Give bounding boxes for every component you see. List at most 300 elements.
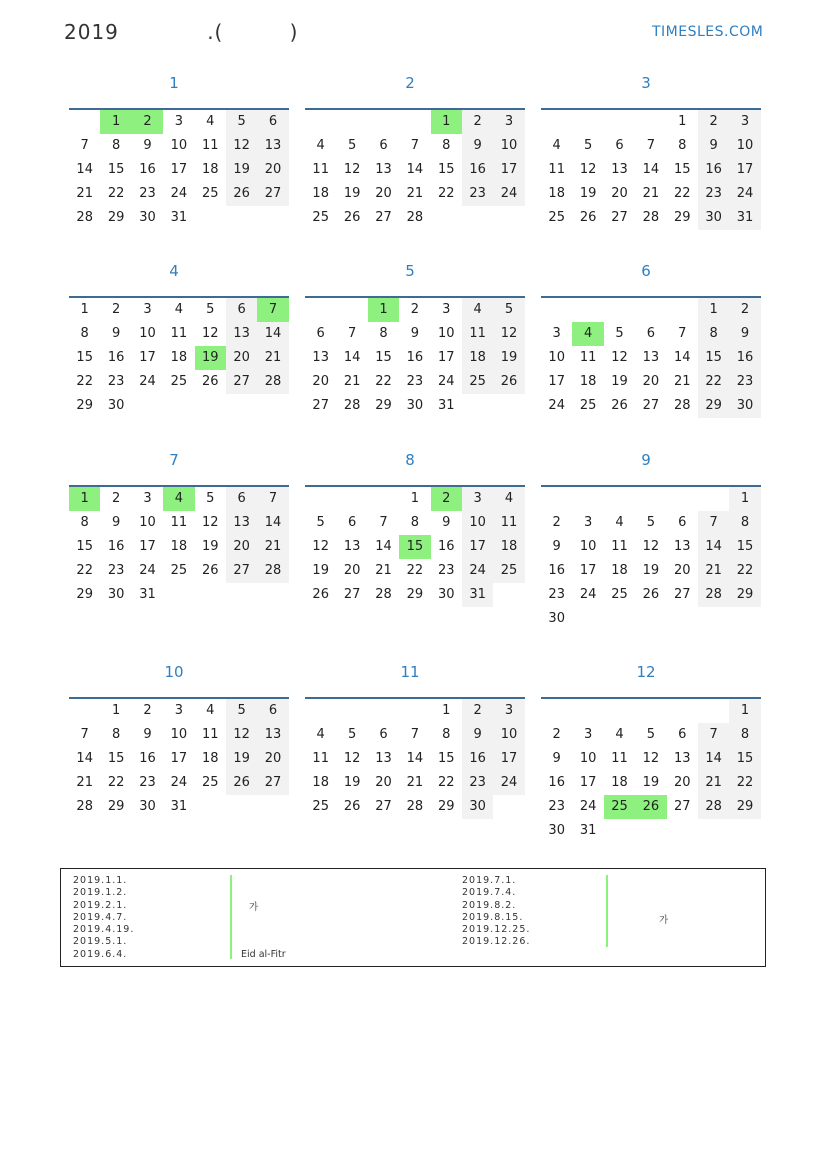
day-cell[interactable]: 8 (80, 326, 89, 341)
day-cell[interactable]: 9 (462, 134, 493, 158)
day-cell[interactable]: 8 (410, 515, 419, 530)
day-cell[interactable]: 10 (437, 326, 455, 341)
day-cell[interactable]: 3 (174, 703, 183, 718)
day-cell[interactable]: 16 (437, 539, 455, 554)
day-cell[interactable]: 22 (437, 775, 455, 790)
day-cell[interactable]: 17 (493, 158, 524, 182)
day-cell[interactable]: 2 (143, 703, 152, 718)
day-cell[interactable]: 6 (678, 727, 687, 742)
day-cell[interactable]: 16 (548, 563, 565, 578)
day-cell[interactable]: 30 (548, 611, 565, 626)
day-cell[interactable]: 4 (316, 138, 325, 153)
day-cell[interactable]: 6 (646, 326, 655, 341)
day-cell[interactable]: 17 (437, 350, 455, 365)
day-cell[interactable]: 20 (611, 186, 628, 201)
day-cell[interactable]: 2 (552, 515, 561, 530)
day-cell[interactable]: 26 (343, 799, 361, 814)
day-cell[interactable]: 15 (698, 346, 729, 370)
day-cell[interactable]: 28 (698, 795, 729, 819)
day-cell[interactable]: 14 (406, 162, 424, 177)
day-cell[interactable]: 30 (139, 799, 156, 814)
day-cell[interactable]: 4 (163, 487, 194, 511)
day-cell[interactable]: 18 (462, 346, 493, 370)
day-cell[interactable]: 25 (611, 587, 628, 602)
day-cell[interactable]: 24 (170, 186, 188, 201)
day-cell[interactable]: 24 (437, 374, 455, 389)
day-cell[interactable]: 19 (312, 563, 329, 578)
day-cell[interactable]: 8 (111, 727, 121, 742)
day-cell[interactable]: 31 (729, 206, 760, 230)
day-cell[interactable]: 11 (312, 751, 329, 766)
day-cell[interactable]: 21 (257, 346, 288, 370)
day-cell[interactable]: 19 (579, 186, 597, 201)
day-cell[interactable]: 21 (406, 186, 424, 201)
day-cell[interactable]: 7 (347, 326, 357, 341)
day-cell[interactable]: 7 (646, 138, 655, 153)
day-cell[interactable]: 27 (312, 398, 329, 413)
day-cell[interactable]: 18 (312, 186, 329, 201)
day-cell[interactable]: 16 (729, 346, 760, 370)
day-cell[interactable]: 9 (462, 723, 493, 747)
day-cell[interactable]: 3 (493, 110, 524, 134)
day-cell[interactable]: 13 (611, 162, 628, 177)
day-cell[interactable]: 10 (579, 751, 597, 766)
day-cell[interactable]: 28 (406, 799, 424, 814)
day-cell[interactable]: 30 (437, 587, 455, 602)
day-cell[interactable]: 15 (399, 535, 430, 559)
day-cell[interactable]: 22 (729, 559, 760, 583)
day-cell[interactable]: 29 (698, 394, 729, 418)
day-cell[interactable]: 14 (406, 751, 424, 766)
day-cell[interactable]: 17 (170, 162, 188, 177)
day-cell[interactable]: 8 (379, 326, 388, 341)
day-cell[interactable]: 26 (201, 374, 219, 389)
day-cell[interactable]: 25 (201, 775, 219, 790)
day-cell[interactable]: 6 (226, 298, 257, 322)
day-cell[interactable]: 13 (226, 511, 257, 535)
day-cell[interactable]: 11 (170, 515, 188, 530)
day-cell[interactable]: 13 (226, 322, 257, 346)
day-cell[interactable]: 30 (462, 795, 493, 819)
day-cell[interactable]: 20 (257, 747, 288, 771)
day-cell[interactable]: 9 (552, 539, 561, 554)
day-cell[interactable]: 22 (437, 186, 455, 201)
day-cell[interactable]: 22 (729, 771, 760, 795)
day-cell[interactable]: 17 (548, 374, 565, 389)
day-cell[interactable]: 22 (76, 563, 93, 578)
day-cell[interactable]: 2 (552, 727, 561, 742)
day-cell[interactable]: 18 (201, 162, 219, 177)
day-cell[interactable]: 3 (143, 491, 152, 506)
day-cell[interactable]: 24 (579, 587, 597, 602)
day-cell[interactable]: 18 (611, 775, 628, 790)
day-cell[interactable]: 27 (642, 398, 660, 413)
day-cell[interactable]: 19 (201, 539, 219, 554)
day-cell[interactable]: 4 (493, 487, 524, 511)
day-cell[interactable]: 11 (201, 138, 219, 153)
day-cell[interactable]: 4 (615, 727, 624, 742)
day-cell[interactable]: 1 (111, 703, 121, 718)
day-cell[interactable]: 16 (462, 158, 493, 182)
day-cell[interactable]: 26 (312, 587, 329, 602)
day-cell[interactable]: 16 (698, 158, 729, 182)
day-cell[interactable]: 13 (312, 350, 329, 365)
day-cell[interactable]: 25 (548, 210, 565, 225)
day-cell[interactable]: 1 (698, 298, 729, 322)
day-cell[interactable]: 9 (143, 727, 152, 742)
day-cell[interactable]: 8 (442, 727, 451, 742)
day-cell[interactable]: 7 (80, 727, 89, 742)
day-cell[interactable]: 10 (548, 350, 565, 365)
day-cell[interactable]: 28 (76, 799, 93, 814)
day-cell[interactable]: 12 (611, 350, 628, 365)
day-cell[interactable]: 24 (170, 775, 188, 790)
day-cell[interactable]: 5 (646, 727, 655, 742)
day-cell[interactable]: 30 (107, 587, 125, 602)
day-cell[interactable]: 3 (442, 302, 451, 317)
day-cell[interactable]: 24 (493, 182, 524, 206)
day-cell[interactable]: 20 (375, 775, 392, 790)
day-cell[interactable]: 2 (729, 298, 760, 322)
day-cell[interactable]: 13 (375, 751, 392, 766)
day-cell[interactable]: 5 (226, 699, 257, 723)
day-cell[interactable]: 9 (729, 322, 760, 346)
day-cell[interactable]: 17 (139, 350, 156, 365)
day-cell[interactable]: 2 (462, 110, 493, 134)
day-cell[interactable]: 21 (673, 374, 691, 389)
day-cell[interactable]: 3 (729, 110, 760, 134)
day-cell[interactable]: 22 (406, 563, 424, 578)
day-cell[interactable]: 22 (76, 374, 93, 389)
day-cell[interactable]: 26 (493, 370, 524, 394)
day-cell[interactable]: 2 (431, 487, 462, 511)
day-cell[interactable]: 2 (698, 110, 729, 134)
day-cell[interactable]: 24 (579, 799, 597, 814)
day-cell[interactable]: 25 (312, 799, 329, 814)
day-cell[interactable]: 7 (698, 511, 729, 535)
day-cell[interactable]: 21 (343, 374, 361, 389)
day-cell[interactable]: 18 (548, 186, 565, 201)
day-cell[interactable]: 6 (678, 515, 687, 530)
day-cell[interactable]: 5 (493, 298, 524, 322)
day-cell[interactable]: 21 (375, 563, 392, 578)
day-cell[interactable]: 5 (206, 491, 215, 506)
day-cell[interactable]: 28 (642, 210, 660, 225)
day-cell[interactable]: 4 (174, 302, 183, 317)
day-cell[interactable]: 8 (729, 511, 760, 535)
day-cell[interactable]: 14 (698, 747, 729, 771)
day-cell[interactable]: 31 (462, 583, 493, 607)
day-cell[interactable]: 12 (226, 723, 257, 747)
day-cell[interactable]: 16 (548, 775, 565, 790)
day-cell[interactable]: 20 (343, 563, 361, 578)
day-cell[interactable]: 3 (583, 515, 593, 530)
day-cell[interactable]: 12 (343, 162, 361, 177)
day-cell[interactable]: 28 (406, 210, 424, 225)
day-cell[interactable]: 9 (552, 751, 561, 766)
day-cell[interactable]: 14 (76, 162, 93, 177)
day-cell[interactable]: 26 (226, 182, 257, 206)
day-cell[interactable]: 11 (493, 511, 524, 535)
day-cell[interactable]: 26 (343, 210, 361, 225)
day-cell[interactable]: 23 (437, 563, 455, 578)
day-cell[interactable]: 28 (673, 398, 691, 413)
day-cell[interactable]: 5 (316, 515, 325, 530)
day-cell[interactable]: 17 (170, 751, 188, 766)
day-cell[interactable]: 15 (729, 747, 760, 771)
day-cell[interactable]: 17 (729, 158, 760, 182)
day-cell[interactable]: 25 (462, 370, 493, 394)
day-cell[interactable]: 24 (729, 182, 760, 206)
day-cell[interactable]: 19 (642, 563, 660, 578)
day-cell[interactable]: 21 (257, 535, 288, 559)
day-cell[interactable]: 11 (579, 350, 597, 365)
day-cell[interactable]: 14 (375, 539, 392, 554)
day-cell[interactable]: 13 (343, 539, 361, 554)
day-cell[interactable]: 6 (257, 699, 288, 723)
day-cell[interactable]: 15 (673, 162, 691, 177)
day-cell[interactable]: 23 (406, 374, 424, 389)
day-cell[interactable]: 23 (698, 182, 729, 206)
day-cell[interactable]: 12 (343, 751, 361, 766)
day-cell[interactable]: 23 (548, 587, 565, 602)
day-cell[interactable]: 18 (579, 374, 597, 389)
day-cell[interactable]: 7 (410, 727, 419, 742)
day-cell[interactable]: 16 (462, 747, 493, 771)
day-cell[interactable]: 29 (76, 398, 93, 413)
day-cell[interactable]: 7 (257, 298, 288, 322)
day-cell[interactable]: 3 (462, 487, 493, 511)
day-cell[interactable]: 1 (442, 703, 451, 718)
day-cell[interactable]: 14 (698, 535, 729, 559)
day-cell[interactable]: 3 (583, 727, 593, 742)
day-cell[interactable]: 7 (678, 326, 687, 341)
day-cell[interactable]: 1 (729, 487, 760, 511)
day-cell[interactable]: 31 (170, 210, 188, 225)
day-cell[interactable]: 1 (729, 699, 760, 723)
day-cell[interactable]: 31 (170, 799, 188, 814)
site-logo[interactable]: TIMESLES.COM (652, 24, 764, 40)
day-cell[interactable]: 7 (80, 138, 89, 153)
day-cell[interactable]: 21 (698, 771, 729, 795)
day-cell[interactable]: 28 (257, 559, 288, 583)
day-cell[interactable]: 27 (673, 587, 691, 602)
day-cell[interactable]: 12 (201, 515, 219, 530)
day-cell[interactable]: 17 (579, 775, 597, 790)
day-cell[interactable]: 30 (139, 210, 156, 225)
day-cell[interactable]: 16 (139, 751, 156, 766)
day-cell[interactable]: 3 (493, 699, 524, 723)
day-cell[interactable]: 4 (552, 138, 561, 153)
day-cell[interactable]: 25 (312, 210, 329, 225)
day-cell[interactable]: 2 (410, 302, 419, 317)
day-cell[interactable]: 20 (673, 775, 691, 790)
day-cell[interactable]: 11 (201, 727, 219, 742)
day-cell[interactable]: 6 (615, 138, 624, 153)
day-cell[interactable]: 27 (343, 587, 361, 602)
day-cell[interactable]: 23 (729, 370, 760, 394)
day-cell[interactable]: 20 (226, 535, 257, 559)
day-cell[interactable]: 25 (170, 374, 188, 389)
day-cell[interactable]: 23 (107, 374, 125, 389)
day-cell[interactable]: 11 (312, 162, 329, 177)
day-cell[interactable]: 11 (548, 162, 565, 177)
day-cell[interactable]: 27 (257, 771, 288, 795)
day-cell[interactable]: 2 (111, 491, 121, 506)
day-cell[interactable]: 21 (406, 775, 424, 790)
day-cell[interactable]: 8 (678, 138, 687, 153)
day-cell[interactable]: 8 (111, 138, 121, 153)
day-cell[interactable]: 4 (206, 114, 215, 129)
day-cell[interactable]: 25 (201, 186, 219, 201)
day-cell[interactable]: 15 (437, 751, 455, 766)
day-cell[interactable]: 22 (673, 186, 691, 201)
day-cell[interactable]: 19 (343, 186, 361, 201)
day-cell[interactable]: 23 (462, 182, 493, 206)
day-cell[interactable]: 24 (139, 563, 156, 578)
day-cell[interactable]: 5 (583, 138, 593, 153)
day-cell[interactable]: 27 (673, 799, 691, 814)
day-cell[interactable]: 17 (579, 563, 597, 578)
day-cell[interactable]: 7 (379, 515, 388, 530)
day-cell[interactable]: 9 (410, 326, 419, 341)
day-cell[interactable]: 21 (698, 559, 729, 583)
day-cell[interactable]: 24 (493, 771, 524, 795)
day-cell[interactable]: 3 (174, 114, 183, 129)
day-cell[interactable]: 18 (170, 539, 188, 554)
day-cell[interactable]: 27 (226, 559, 257, 583)
day-cell[interactable]: 4 (206, 703, 215, 718)
day-cell[interactable]: 14 (642, 162, 660, 177)
day-cell[interactable]: 26 (611, 398, 628, 413)
day-cell[interactable]: 30 (406, 398, 424, 413)
day-cell[interactable]: 5 (347, 727, 357, 742)
day-cell[interactable]: 15 (729, 535, 760, 559)
day-cell[interactable]: 19 (611, 374, 628, 389)
day-cell[interactable]: 30 (729, 394, 760, 418)
day-cell[interactable]: 15 (107, 162, 125, 177)
day-cell[interactable]: 27 (611, 210, 628, 225)
day-cell[interactable]: 5 (206, 302, 215, 317)
day-cell[interactable]: 14 (257, 511, 288, 535)
day-cell[interactable]: 8 (442, 138, 451, 153)
day-cell[interactable]: 12 (226, 134, 257, 158)
day-cell[interactable]: 3 (143, 302, 152, 317)
day-cell[interactable]: 26 (579, 210, 597, 225)
day-cell[interactable]: 9 (111, 515, 121, 530)
day-cell[interactable]: 28 (257, 370, 288, 394)
day-cell[interactable]: 15 (107, 751, 125, 766)
day-cell[interactable]: 10 (579, 539, 597, 554)
day-cell[interactable]: 1 (100, 110, 131, 134)
day-cell[interactable]: 9 (442, 515, 451, 530)
day-cell[interactable]: 9 (143, 138, 152, 153)
day-cell[interactable]: 14 (257, 322, 288, 346)
day-cell[interactable]: 10 (170, 727, 188, 742)
day-cell[interactable]: 11 (170, 326, 188, 341)
day-cell[interactable]: 12 (642, 751, 660, 766)
day-cell[interactable]: 1 (410, 491, 419, 506)
day-cell[interactable]: 11 (611, 751, 628, 766)
day-cell[interactable]: 11 (462, 322, 493, 346)
day-cell[interactable]: 20 (312, 374, 329, 389)
day-cell[interactable]: 27 (257, 182, 288, 206)
day-cell[interactable]: 16 (406, 350, 424, 365)
day-cell[interactable]: 3 (552, 326, 561, 341)
day-cell[interactable]: 18 (201, 751, 219, 766)
day-cell[interactable]: 29 (437, 799, 455, 814)
day-cell[interactable]: 6 (257, 110, 288, 134)
day-cell[interactable]: 21 (642, 186, 660, 201)
day-cell[interactable]: 29 (375, 398, 392, 413)
day-cell[interactable]: 29 (729, 795, 760, 819)
day-cell[interactable]: 24 (548, 398, 565, 413)
day-cell[interactable]: 13 (375, 162, 392, 177)
day-cell[interactable]: 31 (437, 398, 455, 413)
day-cell[interactable]: 7 (698, 723, 729, 747)
day-cell[interactable]: 21 (76, 775, 93, 790)
day-cell[interactable]: 30 (548, 823, 565, 838)
day-cell[interactable]: 4 (462, 298, 493, 322)
day-cell[interactable]: 20 (226, 346, 257, 370)
day-cell[interactable]: 14 (673, 350, 691, 365)
day-cell[interactable]: 18 (312, 775, 329, 790)
day-cell[interactable]: 9 (111, 326, 121, 341)
day-cell[interactable]: 23 (139, 186, 156, 201)
day-cell[interactable]: 24 (139, 374, 156, 389)
day-cell[interactable]: 1 (431, 110, 462, 134)
day-cell[interactable]: 12 (312, 539, 329, 554)
day-cell[interactable]: 23 (462, 771, 493, 795)
day-cell[interactable]: 28 (343, 398, 361, 413)
day-cell[interactable]: 31 (139, 587, 156, 602)
day-cell[interactable]: 12 (579, 162, 597, 177)
day-cell[interactable]: 2 (462, 699, 493, 723)
day-cell[interactable]: 23 (548, 799, 565, 814)
day-cell[interactable]: 19 (226, 747, 257, 771)
day-cell[interactable]: 17 (139, 539, 156, 554)
day-cell[interactable]: 26 (226, 771, 257, 795)
day-cell[interactable]: 7 (410, 138, 419, 153)
day-cell[interactable]: 19 (195, 346, 226, 370)
day-cell[interactable]: 25 (604, 795, 635, 819)
day-cell[interactable]: 14 (76, 751, 93, 766)
day-cell[interactable]: 6 (379, 138, 388, 153)
day-cell[interactable]: 28 (76, 210, 93, 225)
day-cell[interactable]: 26 (635, 795, 666, 819)
day-cell[interactable]: 19 (226, 158, 257, 182)
day-cell[interactable]: 18 (170, 350, 188, 365)
day-cell[interactable]: 23 (139, 775, 156, 790)
day-cell[interactable]: 15 (375, 350, 392, 365)
day-cell[interactable]: 16 (107, 350, 125, 365)
day-cell[interactable]: 1 (80, 302, 89, 317)
day-cell[interactable]: 21 (76, 186, 93, 201)
day-cell[interactable]: 29 (729, 583, 760, 607)
day-cell[interactable]: 8 (729, 723, 760, 747)
day-cell[interactable]: 6 (316, 326, 325, 341)
day-cell[interactable]: 8 (80, 515, 89, 530)
day-cell[interactable]: 24 (462, 559, 493, 583)
day-cell[interactable]: 15 (76, 539, 93, 554)
day-cell[interactable]: 4 (572, 322, 603, 346)
day-cell[interactable]: 20 (375, 186, 392, 201)
day-cell[interactable]: 16 (107, 539, 125, 554)
day-cell[interactable]: 20 (257, 158, 288, 182)
day-cell[interactable]: 6 (379, 727, 388, 742)
day-cell[interactable]: 29 (673, 210, 691, 225)
day-cell[interactable]: 19 (343, 775, 361, 790)
